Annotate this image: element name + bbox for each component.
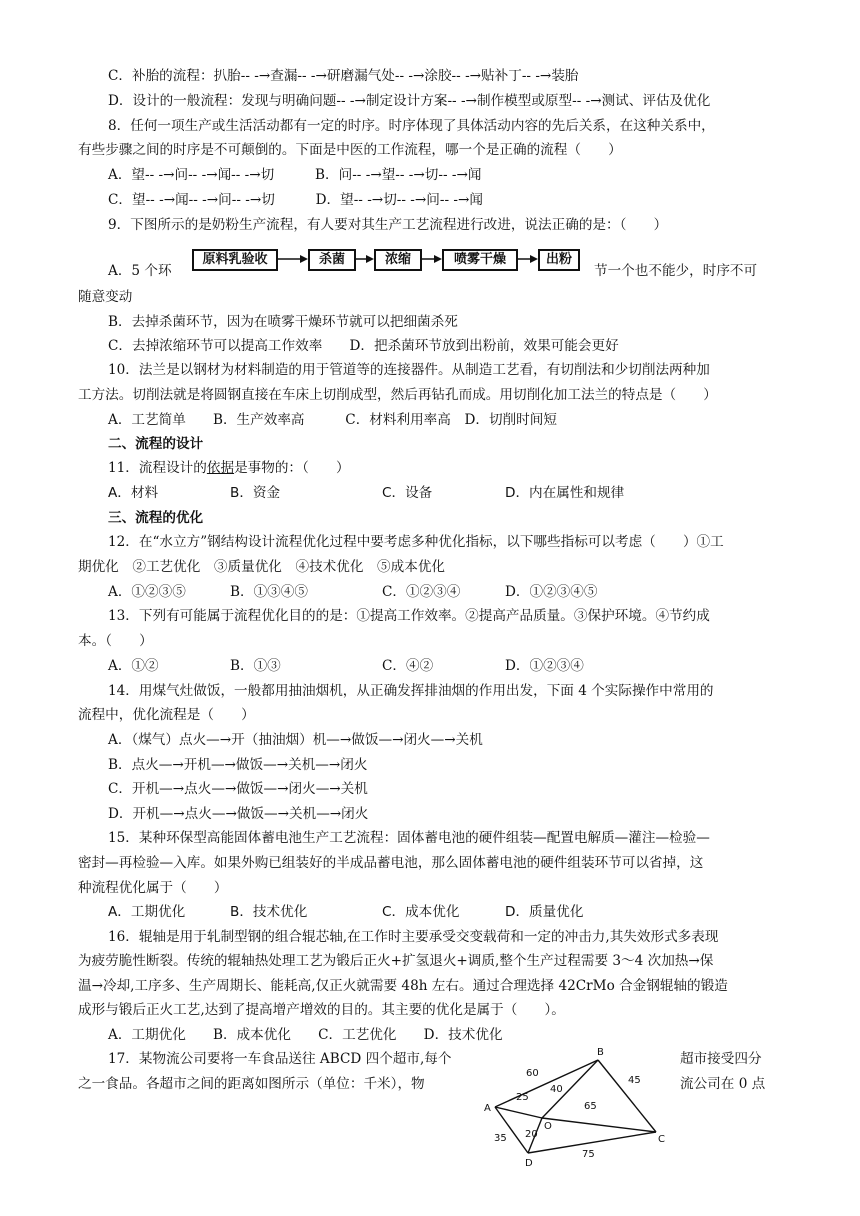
flow-step-concentrate: 浓缩 (374, 249, 422, 271)
edge-label-dc: 75 (582, 1149, 595, 1160)
q12-stem-line1: 12．在“水立方”钢结构设计流程优化过程中要考虑多种优化指标，以下哪些指标可以考虑（ ）①工 (108, 534, 724, 550)
flow-arrow-icon (420, 253, 442, 265)
option-c-patch-flow: C．补胎的流程：扒胎-- -→查漏-- -→研磨漏气处-- -→涂胶-- -→贴补丁-- -→装胎 (108, 68, 579, 84)
edge-b-c (598, 1060, 656, 1132)
edge-label-ao: 25 (516, 1092, 529, 1103)
q17-stem-line2-right: 流公司在 0 点 (680, 1076, 766, 1092)
flow-arrow-icon (516, 253, 538, 265)
node-c-label: C (658, 1134, 665, 1145)
q15-option-d: D．质量优化 (505, 904, 584, 920)
flow-step-spray-dry: 喷雾干燥 (442, 249, 518, 271)
q10-stem-line2: 工方法。切削法就是将圆钢直接在车床上切削成型，然后再钻孔而成。用切削化加工法兰的特点是（ ） (78, 387, 717, 403)
q15-option-a: A．工期优化 (108, 904, 186, 920)
edge-label-oc: 65 (584, 1101, 597, 1112)
q9-option-a-left: A．5 个环 (108, 263, 172, 279)
q14-option-d: D．开机—→点火—→做饭—→关机—→闭火 (108, 806, 369, 822)
q9-option-b: B．去掉杀菌环节，因为在喷雾干燥环节就可以把细菌杀死 (108, 314, 458, 330)
edge-label-ab: 60 (526, 1068, 539, 1079)
q17-stem-line2-left: 之一食品。各超市之间的距离如图所示（单位：千米），物 (78, 1076, 425, 1092)
q14-option-b: B．点火—→开机—→做饭—→关机—→闭火 (108, 757, 368, 773)
q9-option-a-right: 节一个也不能少，时序不可 (594, 263, 758, 279)
q16-stem-line2: 为疲劳脆性断裂。传统的辊轴热处理工艺为锻后正火+扩氢退火+调质,整个生产过程需要 3～4 次加热→保 (78, 953, 714, 969)
q9-stem: 9．下图所示的是奶粉生产流程，有人要对其生产工艺流程进行改进，说法正确的是：（ ） (108, 217, 668, 233)
edge-label-od: 20 (525, 1129, 538, 1140)
node-o-label: O (544, 1121, 552, 1132)
q16-stem-line1: 16．辊轴是用于轧制型钢的组合辊芯轴,在工作时主要承受交变载荷和一定的冲击力,其失效形式多表现 (108, 929, 719, 945)
q15-option-c: C．成本优化 (382, 904, 460, 920)
q16-stem-line4: 成形与锻后正火工艺,达到了提高增产增效的目的。其主要的优化是属于（ ）。 (78, 1002, 565, 1018)
edge-a-b (495, 1060, 598, 1107)
edge-o-c (542, 1118, 656, 1132)
q12-option-c: C．①②③④ (382, 584, 461, 600)
q9-options-cd: C．去掉浓缩环节可以提高工作效率 D．把杀菌环节放到出粉前，效果可能会更好 (108, 338, 619, 354)
q16-stem-line3: 温→冷却,工序多、生产周期长、能耗高,仅正火就需要 48h 左右。通过合理选择 42CrMo 合金钢辊轴的锻造 (78, 978, 728, 994)
q11-option-b: B．资金 (230, 485, 281, 501)
q12-option-a: A．①②③⑤ (108, 584, 186, 600)
q17-stem-line1-left: 17．某物流公司要将一车食品送往 ABCD 四个超市,每个 (108, 1051, 452, 1067)
q14-stem-line2: 流程中，优化流程是（ ） (78, 707, 255, 723)
flow-arrow-icon (354, 253, 374, 265)
q15-stem-line1: 15．某种环保型高能固体蓄电池生产工艺流程：固体蓄电池的硬件组装—配置电解质—灌注—检验— (108, 830, 710, 846)
q8-options-cd: C．望-- -→闻-- -→问-- -→切 D．望-- -→切-- -→问-- -→闻 (108, 192, 483, 208)
milk-powder-flowchart (190, 247, 580, 271)
q9-option-a-continued: 随意变动 (78, 289, 133, 305)
q13-stem-line2: 本。（ ） (78, 633, 153, 649)
node-b-label: B (597, 1047, 604, 1058)
flow-step-raw-milk: 原料乳验收 (192, 249, 278, 271)
edge-label-ad: 35 (494, 1133, 507, 1144)
q17-stem-line1-right: 超市接受四分 (680, 1051, 762, 1067)
q13-option-b: B．①③ (230, 658, 281, 674)
q11-stem (108, 460, 350, 477)
q14-stem-line1: 14．用煤气灶做饭，一般都用抽油烟机，从正确发挥排油烟的作用出发，下面 4 个实际操作中常用的 (108, 683, 714, 699)
q14-option-c: C．开机—→点火—→做饭—→闭火—→关机 (108, 781, 368, 797)
q11-option-d: D．内在属性和规律 (505, 485, 625, 501)
q11-stem-underlined: 依据 (206, 460, 235, 476)
edge-label-ob: 40 (550, 1084, 563, 1095)
q13-option-d: D．①②③④ (505, 658, 584, 674)
q12-stem-line2: 期优化 ②工艺优化 ③质量优化 ④技术优化 ⑤成本优化 (78, 559, 446, 575)
q13-option-c: C．④② (382, 658, 434, 674)
edge-label-bc: 45 (628, 1075, 641, 1086)
node-a-label: A (484, 1103, 491, 1114)
section-heading-process-optimization: 三、流程的优化 (108, 510, 204, 526)
q12-option-d: D．①②③④⑤ (505, 584, 598, 600)
q8-stem-line1: 8．任何一项生产或生活活动都有一定的时序。时序体现了具体活动内容的先后关系，在这种关系中， (108, 118, 715, 134)
node-d-label: D (525, 1158, 533, 1169)
q11-stem-suffix: 是事物的：（ ） (234, 460, 350, 476)
flow-step-sterilize: 杀菌 (308, 249, 356, 271)
q12-option-b: B．①③④⑤ (230, 584, 308, 600)
q10-options: A．工艺简单 B．生产效率高 C．材料利用率高 D．切削时间短 (108, 412, 557, 428)
q10-stem-line1: 10．法兰是以钢材为材料制造的用于管道等的连接器件。从制造工艺看，有切削法和少切削法两种加 (108, 362, 710, 378)
distance-graph (474, 1045, 674, 1170)
option-d-design-flow: D．设计的一般流程：发现与明确问题-- -→制定设计方案-- -→制作模型或原型-- -→测试、评估及优化 (108, 93, 711, 109)
q8-stem-line2: 有些步骤之间的时序是不可颠倒的。下面是中医的工作流程，哪一个是正确的流程（ ） (78, 142, 622, 158)
q11-stem-prefix: 11．流程设计的 (108, 460, 207, 476)
q15-stem-line3: 种流程优化属于（ ） (78, 880, 228, 896)
q11-option-a: A．材料 (108, 485, 159, 501)
q14-option-a: A．（煤气）点火—→开（抽油烟）机—→做饭—→闭火—→关机 (108, 732, 483, 748)
q11-option-c: C．设备 (382, 485, 433, 501)
q16-options: A．工期优化 B．成本优化 C．工艺优化 D．技术优化 (108, 1027, 503, 1043)
q15-option-b: B．技术优化 (230, 904, 308, 920)
q13-option-a: A．①② (108, 658, 159, 674)
flow-arrow-icon (276, 253, 308, 265)
q13-stem-line1: 13．下列有可能属于流程优化目的的是：①提高工作效率。②提高产品质量。③保护环境。④节约成 (108, 608, 710, 624)
q8-options-ab: A．望-- -→问-- -→闻-- -→切 B．问-- -→望-- -→切-- -→闻 (108, 167, 482, 183)
section-heading-process-design: 二、流程的设计 (108, 436, 204, 452)
q15-stem-line2: 密封—再检验—入库。如果外购已组装好的半成品蓄电池，那么固体蓄电池的硬件组装环节可以省掉，这 (78, 855, 704, 871)
flow-step-output: 出粉 (538, 249, 580, 271)
